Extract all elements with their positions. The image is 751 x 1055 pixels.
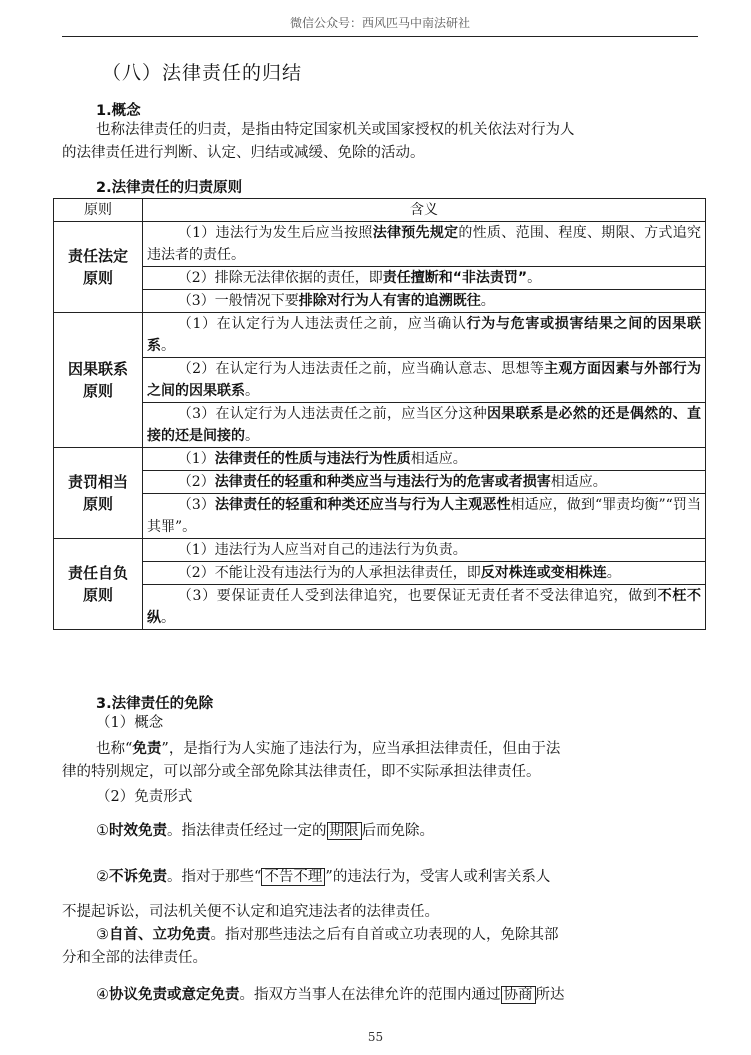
col-header-principle: 原则	[54, 199, 143, 222]
meaning-cell: （1）违法行为人应当对自己的违法行为负责。	[143, 539, 706, 562]
table-row	[54, 539, 706, 562]
concept-heading: 1.概念	[96, 103, 141, 119]
boxed-term: 协商	[501, 986, 536, 1004]
concept-paragraph	[62, 119, 702, 165]
col-header-meaning: 含义	[143, 199, 706, 222]
meaning-cell: （1）法律责任的性质与违法行为性质相适应。	[143, 448, 706, 471]
exemption-heading: 3.法律责任的免除	[96, 696, 214, 712]
table-row	[54, 471, 706, 494]
boxed-term: 期限	[327, 822, 362, 840]
table-row	[54, 313, 706, 358]
meaning-cell: （2）在认定行为人违法责任之前，应当确认意志、思想等主观方面因素与外部行为之间的因果联系。	[143, 358, 706, 403]
concept-line-2: 的法律责任进行判断、认定、归结或减缓、免除的活动。	[62, 145, 425, 161]
table-row	[54, 585, 706, 630]
section-title: （八）法律责任的归结	[102, 62, 303, 84]
principle-name: 责罚相当 原则	[54, 448, 143, 539]
table-row	[54, 290, 706, 313]
table-row	[54, 358, 706, 403]
table-row	[54, 403, 706, 448]
meaning-cell: （3）法律责任的轻重和种类还应当与行为人主观恶性相适应，做到“罪责均衡”“罚当其罪”。	[143, 494, 706, 539]
principles-table	[53, 198, 706, 630]
table-row	[54, 562, 706, 585]
meaning-cell: （2）排除无法律依据的责任，即责任擅断和“非法责罚”。	[143, 267, 706, 290]
principle-name: 因果联系 原则	[54, 313, 143, 448]
form-3: ③自首、立功免责。指对那些违法之后有自首或立功表现的人，免除其部 分和全部的法律责任。	[62, 927, 559, 966]
principle-name: 责任法定 原则	[54, 222, 143, 313]
exemption-definition: 也称“免责”，是指行为人实施了违法行为，应当承担法律责任，但由于法 律的特别规定，可以部分或全部免除其法律责任，即不实际承担法律责任。	[62, 741, 561, 780]
table-row	[54, 222, 706, 267]
principles-heading: 2.法律责任的归责原则	[96, 180, 243, 196]
table-header-row	[54, 199, 706, 222]
principle-name: 责任自负 原则	[54, 539, 143, 630]
meaning-cell: （3）要保证责任人受到法律追究，也要保证无责任者不受法律追究，做到不枉不纵。	[143, 585, 706, 630]
form-1: ①时效免责。指法律责任经过一定的 期限 后而免除。	[96, 823, 434, 839]
form-2: ②不诉免责。指对于那些“ 不告不理 ”的违法行为，受害人或利害关系人 不提起诉讼，司法机关便不认定和追究违法者的法律责任。	[62, 869, 551, 920]
header-divider	[62, 36, 698, 37]
table-row	[54, 494, 706, 539]
table-row	[54, 448, 706, 471]
table-row	[54, 267, 706, 290]
meaning-cell: （1）违法行为发生后应当按照法律预先规定的性质、范围、程度、期限、方式追究违法者的责任。	[143, 222, 706, 267]
exemption-sub2: （2）免责形式	[96, 789, 193, 805]
page-header: 微信公众号：西风匹马中南法研社	[289, 16, 470, 30]
boxed-term: 不告不理	[261, 868, 325, 886]
exemption-sub1: （1）概念	[96, 715, 164, 731]
meaning-cell: （2）法律责任的轻重和种类应当与违法行为的危害或者损害相适应。	[143, 471, 706, 494]
meaning-cell: （3）一般情况下要排除对行为人有害的追溯既往。	[143, 290, 706, 313]
meaning-cell: （3）在认定行为人违法责任之前，应当区分这种因果联系是必然的还是偶然的、直接的还是间接的。	[143, 403, 706, 448]
page-number: 55	[367, 1030, 384, 1044]
concept-line-1: 也称法律责任的归责，是指由特定国家机关或国家授权的机关依法对行为人	[96, 122, 575, 138]
meaning-cell: （1）在认定行为人违法责任之前，应当确认行为与危害或损害结果之间的因果联系。	[143, 313, 706, 358]
form-4: ④协议免责或意定免责。指双方当事人在法律允许的范围内通过 协商 所达	[96, 987, 565, 1003]
meaning-cell: （2）不能让没有违法行为的人承担法律责任，即反对株连或变相株连。	[143, 562, 706, 585]
